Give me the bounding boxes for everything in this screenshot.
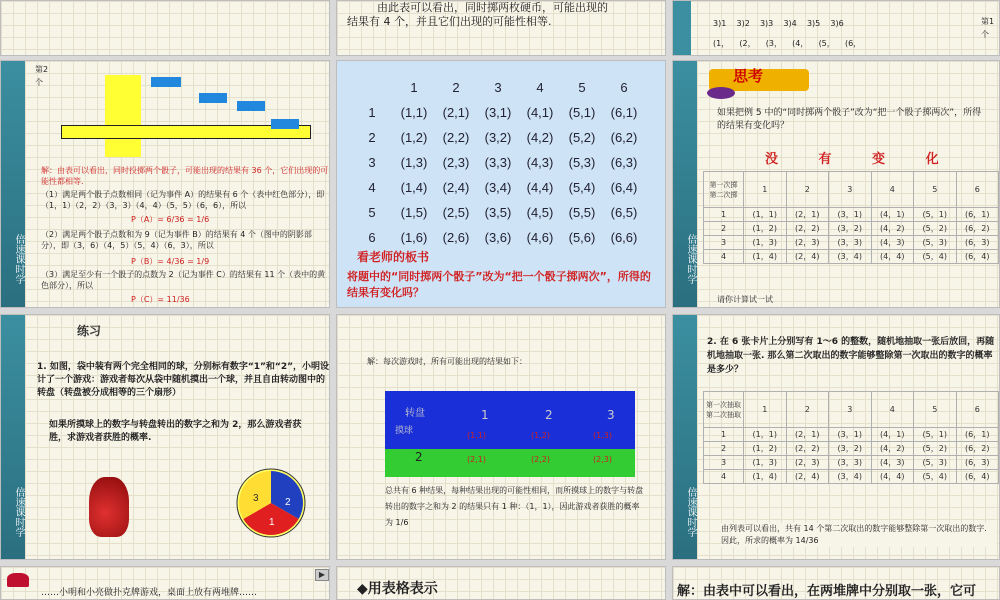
slide11-text: 解：由表中可以看出，在两堆牌中分别取一张，它可 bbox=[677, 584, 977, 599]
table-header-row bbox=[351, 75, 645, 100]
slide-thumbnail-8[interactable] bbox=[336, 314, 666, 560]
slide3-pb: P（B）= 4/36 = 1/9 bbox=[131, 257, 210, 266]
header-ball: 摸球 bbox=[395, 426, 414, 436]
table-cell: (1,3) bbox=[593, 431, 612, 440]
table-row: 3 (1，3) (2，3) (3，3) (4，3) (5，3) (6，3) bbox=[704, 456, 999, 470]
slide3-solution: 解：由表可以看出，同时投掷两个骰子，可能出现的结果有 36 个，它们出现的可能性都相等. bbox=[41, 166, 329, 186]
highlight-blue-1 bbox=[151, 77, 181, 87]
slide3-pa: P（A）= 6/36 = 1/6 bbox=[131, 215, 210, 224]
table-row: 4 (1,4) (2,4) (3,4) (4,4) (5,4) (6,4) bbox=[368, 180, 638, 195]
hat-icon bbox=[7, 573, 29, 587]
board-title: 看老师的板书 bbox=[357, 250, 430, 264]
slide2-row2: (1， (2， (3， (4， (5， (6， bbox=[713, 39, 862, 48]
corner-cell: 第一次掷 第二次掷 bbox=[704, 172, 744, 208]
hint-text: 请你计算试一试 bbox=[717, 295, 773, 304]
slide-thumbnail-12[interactable] bbox=[672, 566, 1000, 600]
solution-conclusion: 总共有 6 种结果，每种结果出现的可能性相同，而所摸球上的数字与转盘转出的数字之和为 2 的结果只有 1 种：（1，1），因此游戏者获胜的概率为 1/6 bbox=[385, 486, 644, 527]
col-header: 1 bbox=[481, 408, 489, 422]
highlight-blue-4 bbox=[271, 119, 299, 129]
solution-intro: 解：每次游戏时，所有可能出现的结果如下： bbox=[367, 357, 527, 366]
slide-thumbnail-11[interactable] bbox=[336, 566, 666, 600]
corner-cell: 第一次抽取 第二次抽取 bbox=[704, 392, 744, 428]
table-cell: (2,1) bbox=[467, 455, 486, 464]
cards-table bbox=[703, 391, 999, 484]
wheel-label: 1 bbox=[269, 517, 275, 528]
slide1-text-line2: 结果有 4 个，并且它们出现的可能性相等. bbox=[347, 15, 552, 28]
col-header: 1 bbox=[410, 80, 418, 95]
table-cell: (1,2) bbox=[531, 431, 550, 440]
slide3-corner: 第2个 bbox=[35, 65, 49, 87]
header-turntable: 转盘 bbox=[405, 408, 425, 419]
table-row: 4 (1，4) (2，4) (3，4) (4，4) (5，4) (6，4) bbox=[704, 250, 999, 264]
table-cell: (2,3) bbox=[593, 455, 612, 464]
table-header-row: 第一次抽取 第二次抽取 1 2 3 4 5 6 bbox=[704, 392, 999, 428]
wheel-label: 3 bbox=[253, 493, 259, 504]
slide2-side-label: 第1个 bbox=[981, 17, 995, 39]
answer-text: 没 有 变 化 bbox=[765, 152, 957, 167]
slide-side-strip: 倍速课时学 bbox=[673, 315, 697, 559]
cards-conclusion: 由列表可以看出，共有 14 个第二次取出的数字能够整除第一次取出的数字. 因此，所求的概率为 14/36 bbox=[721, 523, 997, 547]
highlight-blue-2 bbox=[199, 93, 227, 103]
slide-side-strip: 倍速课时学 bbox=[1, 315, 25, 559]
spinner-wheel bbox=[235, 467, 307, 539]
practice-question: 1. 如图，袋中装有两个完全相同的球，分别标有数字“1”和“2”，小明设计了一个游戏：游戏者每次从袋中随机摸出一个球，并且自由转动图中的转盘（转盘被分成相等的三个扇形） bbox=[37, 362, 330, 398]
slide-thumbnail-3[interactable] bbox=[672, 0, 1000, 56]
table-row: 3 (1，3) (2，3) (3，3) (4，3) (5，3) (6，3) bbox=[704, 236, 999, 250]
slide-thumbnail-4[interactable] bbox=[0, 60, 330, 308]
table-row: 4 (1，4) (2，4) (3，4) (4，4) (5，4) (6，4) bbox=[704, 470, 999, 484]
slide3-part1: （1）满足两个骰子点数相同（记为事件 A）的结果有 6 个（表中红色部分），即（1，1）（2，2）（3，3）（4，4）（5，5）（6，6），所以 bbox=[41, 190, 325, 210]
table-row: 2 (1,2) (2,2) (3,2) (4,2) (5,2) (6,2) bbox=[368, 130, 638, 145]
slide2-row1: 3)1 3)2 3)3 3)4 3)5 3)6 bbox=[713, 19, 844, 28]
table-header-row: 第一次掷 第二次掷 1 2 3 4 5 6 bbox=[704, 172, 999, 208]
table-cell: (1,1) bbox=[467, 431, 486, 440]
wheel-label: 2 bbox=[285, 497, 291, 508]
highlight-blue-3 bbox=[237, 101, 265, 111]
slide-thumbnail-7[interactable] bbox=[0, 314, 330, 560]
col-header: 6 bbox=[620, 80, 628, 95]
table-row: 6 (1,6) (2,6) (3,6) (4,6) (5,6) (6,6) bbox=[368, 230, 638, 245]
hat-icon bbox=[707, 87, 735, 99]
slide3-pc: P（C）= 11/36 bbox=[131, 295, 190, 304]
slide-side-strip: 倍速课时学 bbox=[1, 61, 25, 307]
practice-question-2: 如果所摸球上的数字与转盘转出的数字之和为 2，那么游戏者获胜，求游戏者获胜的概率. bbox=[49, 420, 302, 443]
play-icon[interactable]: ▶ bbox=[315, 569, 329, 581]
col-header: 3 bbox=[607, 408, 615, 422]
col-header: 3 bbox=[494, 80, 502, 95]
table-row: 2 (1，2) (2，2) (3，2) (4，2) (5，2) (6，2) bbox=[704, 442, 999, 456]
result-table bbox=[385, 391, 635, 477]
col-header: 2 bbox=[545, 408, 553, 422]
table-row: 1 (1,1) (2,1) (3,1) (4,1) (5,1) (6,1) bbox=[368, 105, 638, 120]
slide-thumbnail-5[interactable] bbox=[336, 60, 666, 308]
slide-thumbnail-6[interactable] bbox=[672, 60, 1000, 308]
row-label: 2 bbox=[415, 450, 423, 464]
table-row: 2 (1，2) (2，2) (3，2) (4，2) (5，2) (6，2) bbox=[704, 222, 999, 236]
slide9-text: ……小明和小亮做扑克牌游戏，桌面上放有两堆牌…… bbox=[41, 588, 258, 598]
table-row: 3 (1,3) (2,3) (3,3) (4,3) (5,3) (6,3) bbox=[368, 155, 638, 170]
slide-thumbnail-9[interactable] bbox=[672, 314, 1000, 560]
col-header: 5 bbox=[578, 80, 586, 95]
slide10-text: ◆用表格表示 bbox=[357, 581, 438, 597]
board-text: 将题中的“同时掷两个骰子”改为“把一个骰子掷两次”，所得的结果有变化吗？ bbox=[347, 270, 651, 299]
table-row: 1 (1，1) (2，1) (3，1) (4，1) (5，1) (6，1) bbox=[704, 208, 999, 222]
slide-side-strip: 倍速课时学 bbox=[673, 61, 697, 307]
slide3-part2: （2）满足两个骰子点数和为 9（记为事件 B）的结果有 4 个（图中的阴影部分），即（3，6）（4，5）（5，4）（6，3），所以 bbox=[41, 230, 312, 250]
table-row: 1 (1，1) (2，1) (3，1) (4，1) (5，1) (6，1) bbox=[704, 428, 999, 442]
table-row: 5 (1,5) (2,5) (3,5) (4,5) (5,5) (6,5) bbox=[368, 205, 638, 220]
col-header: 4 bbox=[536, 80, 544, 95]
slide1-text-line1: 由此表可以看出，同时掷两枚硬币，可能出现的 bbox=[377, 1, 608, 14]
slide-side-strip bbox=[673, 1, 691, 56]
slide-thumbnail-2[interactable] bbox=[336, 0, 666, 56]
slide-thumbnail-10[interactable] bbox=[0, 566, 330, 600]
think-question: 如果把例 5 中的“同时掷两个骰子”改为“把一个骰子掷两次”，所得的结果有变化吗？ bbox=[717, 108, 982, 131]
bag-icon bbox=[89, 477, 129, 537]
slide3-part3: （3）满足至少有一个骰子的点数为 2（记为事件 C）的结果有 11 个（表中的黄色部分），所以 bbox=[41, 270, 326, 290]
think-title: 思考 bbox=[733, 67, 764, 85]
table-cell: (2,2) bbox=[531, 455, 550, 464]
outcome-table bbox=[703, 171, 999, 264]
slide-thumbnail-1[interactable] bbox=[0, 0, 330, 56]
practice-title: 练习 bbox=[77, 324, 102, 338]
highlight-yellow-col bbox=[105, 75, 141, 157]
cards-question: 2. 在 6 张卡片上分别写有 1～6 的整数，随机地抽取一张后放回，再随机地抽取一张. 那么第二次取出的数字能够整除第一次取出的数字的概率是多少？ bbox=[707, 337, 995, 375]
col-header: 2 bbox=[452, 80, 460, 95]
dice-outcome-table bbox=[351, 75, 645, 250]
